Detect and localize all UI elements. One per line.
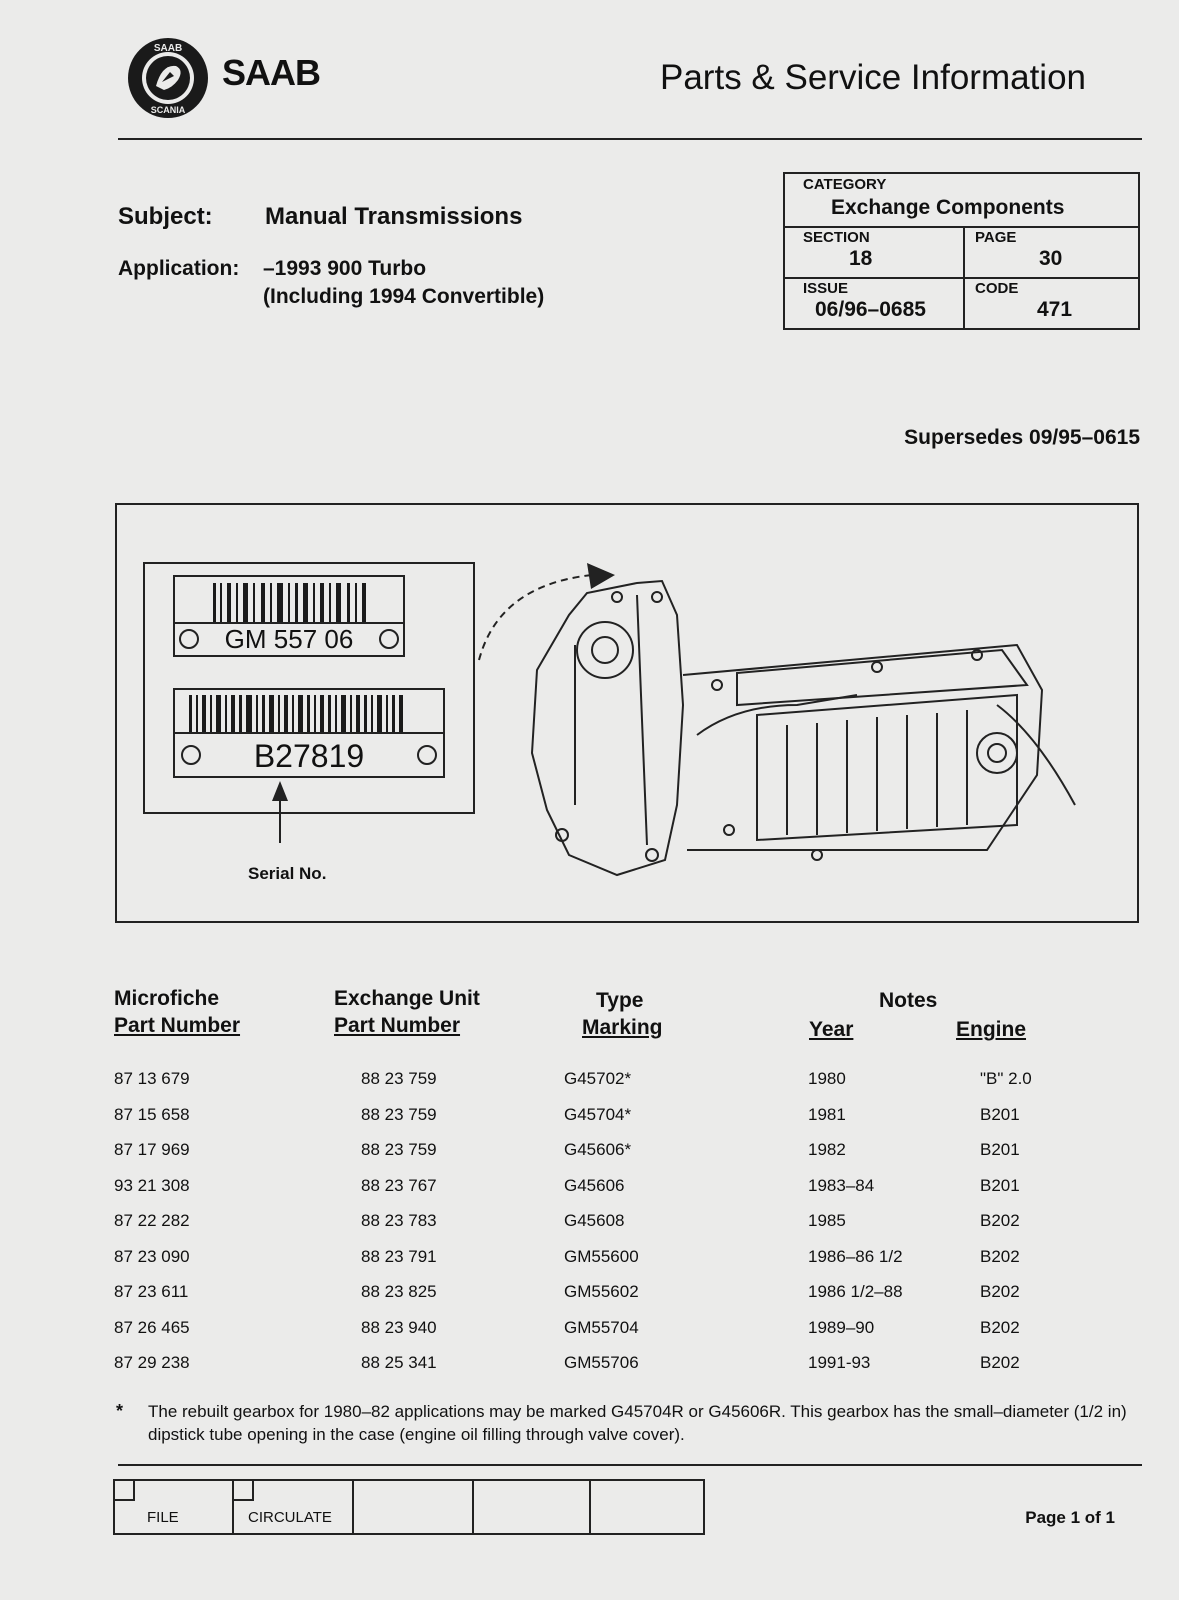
page-value: 30: [1039, 247, 1063, 270]
type-marking-cell: G45704*: [564, 1104, 632, 1124]
header-exchange-line1: Exchange Unit: [334, 987, 480, 1010]
routing-divider: [589, 1481, 591, 1533]
exchange-part-cell: 88 23 759: [361, 1140, 437, 1159]
year-cell: 1986 1/2–88: [808, 1282, 903, 1301]
year-cell: 1986–86 1/2: [808, 1246, 903, 1266]
microfiche-part-cell: 93 21 308: [114, 1175, 190, 1195]
code-label: CODE: [975, 280, 1019, 297]
engine-cell: B202: [980, 1211, 1020, 1230]
section-value: 18: [849, 247, 873, 270]
microfiche-part-cell: 87 29 238: [114, 1353, 190, 1372]
engine-cell: B202: [980, 1246, 1020, 1266]
year-cell: 1991-93: [808, 1353, 871, 1372]
exchange-part-cell: 88 23 759: [361, 1069, 437, 1088]
microfiche-part-cell: 87 22 282: [114, 1211, 190, 1230]
checkbox-corner[interactable]: [234, 1481, 254, 1501]
type-marking-cell: GM55706: [564, 1353, 639, 1372]
application-label: Application:: [118, 257, 240, 280]
footnote-marker: *: [116, 1401, 124, 1421]
exchange-part-cell: 88 23 791: [361, 1246, 437, 1266]
header-notes: Notes: [879, 989, 938, 1012]
application-line-2: (Including 1994 Convertible): [263, 285, 545, 308]
year-cell: 1981: [808, 1104, 846, 1124]
type-marking-cell: G45606: [564, 1175, 625, 1195]
arrow-head-icon: [587, 563, 615, 589]
microfiche-part-cell: 87 15 658: [114, 1104, 190, 1124]
engine-cell: B201: [980, 1175, 1020, 1195]
upper-barcode: [213, 583, 366, 623]
type-marking-cell: GM55602: [564, 1282, 639, 1301]
page-number: Page 1 of 1: [1025, 1508, 1115, 1527]
rivet-icon: [418, 746, 436, 764]
footnote-text: The rebuilt gearbox for 1980–82 applications may be marked G45704R or G45606R. This gearbox has the small–diameter (1/2 in) dipstick tube opening in the case (engine oil filling through valve cover).: [148, 1402, 1127, 1444]
header-year: Year: [809, 1018, 854, 1041]
lower-barcode: [189, 695, 403, 733]
info-divider: [785, 226, 1138, 228]
info-divider: [963, 226, 965, 330]
saab-scania-logo: [126, 36, 210, 120]
header-type-line2: Marking: [582, 1016, 663, 1039]
page-label: PAGE: [975, 229, 1017, 246]
logo-ring-bottom-text: SCANIA: [150, 105, 186, 115]
serial-number-label: Serial No.: [248, 864, 327, 883]
header-microfiche-line1: Microfiche: [114, 987, 220, 1010]
upper-tag-text: GM 557 06: [224, 624, 354, 654]
header-engine: Engine: [956, 1018, 1027, 1041]
subject-label: Subject:: [118, 203, 213, 230]
exchange-part-cell: 88 23 767: [361, 1175, 437, 1195]
header-microfiche-line2: Part Number: [114, 1014, 241, 1037]
year-cell: 1985: [808, 1211, 846, 1230]
exchange-part-cell: 88 25 341: [361, 1353, 437, 1372]
page-title: Parts & Service Information: [660, 58, 1086, 97]
header-divider: [118, 138, 1142, 140]
engine-cell: B202: [980, 1317, 1020, 1337]
type-marking-cell: G45608: [564, 1211, 625, 1230]
header-exchange-line2: Part Number: [334, 1014, 461, 1037]
engine-cell: B202: [980, 1282, 1020, 1301]
section-label: SECTION: [803, 229, 870, 246]
type-marking-cell: GM55704: [564, 1317, 639, 1337]
code-value: 471: [1037, 298, 1073, 321]
transmission-figure: [115, 503, 1139, 923]
transmission-drawing: [532, 581, 1075, 875]
engine-cell: "B" 2.0: [980, 1069, 1032, 1088]
engine-cell: B202: [980, 1353, 1020, 1372]
engine-cell: B201: [980, 1104, 1020, 1124]
application-line-1: –1993 900 Turbo: [263, 257, 427, 280]
category-label: CATEGORY: [803, 176, 887, 193]
exchange-part-cell: 88 23 940: [361, 1317, 437, 1337]
issue-value: 06/96–0685: [815, 298, 926, 321]
exchange-part-cell: 88 23 825: [361, 1282, 437, 1301]
supersedes-note: Supersedes 09/95–0615: [904, 426, 1140, 449]
routing-box: [113, 1479, 705, 1535]
info-divider: [785, 277, 1138, 279]
exchange-part-cell: 88 23 783: [361, 1211, 437, 1230]
figure-drawing: [117, 505, 1137, 921]
routing-divider: [352, 1481, 354, 1533]
year-cell: 1989–90: [808, 1317, 875, 1337]
year-cell: 1980: [808, 1069, 846, 1088]
issue-label: ISSUE: [803, 280, 849, 297]
checkbox-corner[interactable]: [115, 1481, 135, 1501]
engine-cell: B201: [980, 1140, 1020, 1159]
microfiche-part-cell: 87 26 465: [114, 1317, 190, 1337]
bulletin-info-box: [783, 172, 1140, 330]
subject-value: Manual Transmissions: [265, 203, 523, 230]
type-marking-cell: G45702*: [564, 1069, 632, 1088]
microfiche-part-cell: 87 23 611: [114, 1282, 189, 1301]
file-label: FILE: [147, 1509, 179, 1526]
lower-tag-text: B27819: [253, 738, 365, 774]
rivet-icon: [180, 630, 198, 648]
type-marking-cell: G45606*: [564, 1140, 632, 1159]
year-cell: 1982: [808, 1140, 846, 1159]
footer-divider: [118, 1464, 1142, 1466]
circulate-label: CIRCULATE: [248, 1509, 332, 1526]
routing-divider: [472, 1481, 474, 1533]
logo-ring-top-text: SAAB: [153, 43, 183, 54]
year-cell: 1983–84: [808, 1175, 875, 1195]
microfiche-part-cell: 87 17 969: [114, 1140, 190, 1159]
header-type-line1: Type: [596, 989, 644, 1012]
exchange-part-cell: 88 23 759: [361, 1104, 437, 1124]
brand-name: SAAB: [222, 52, 321, 93]
rivet-icon: [182, 746, 200, 764]
microfiche-part-cell: 87 23 090: [114, 1246, 190, 1266]
category-value: Exchange Components: [831, 196, 1065, 219]
arrow-head-icon: [272, 781, 288, 801]
microfiche-part-cell: 87 13 679: [114, 1069, 190, 1088]
rivet-icon: [380, 630, 398, 648]
type-marking-cell: GM55600: [564, 1246, 639, 1266]
